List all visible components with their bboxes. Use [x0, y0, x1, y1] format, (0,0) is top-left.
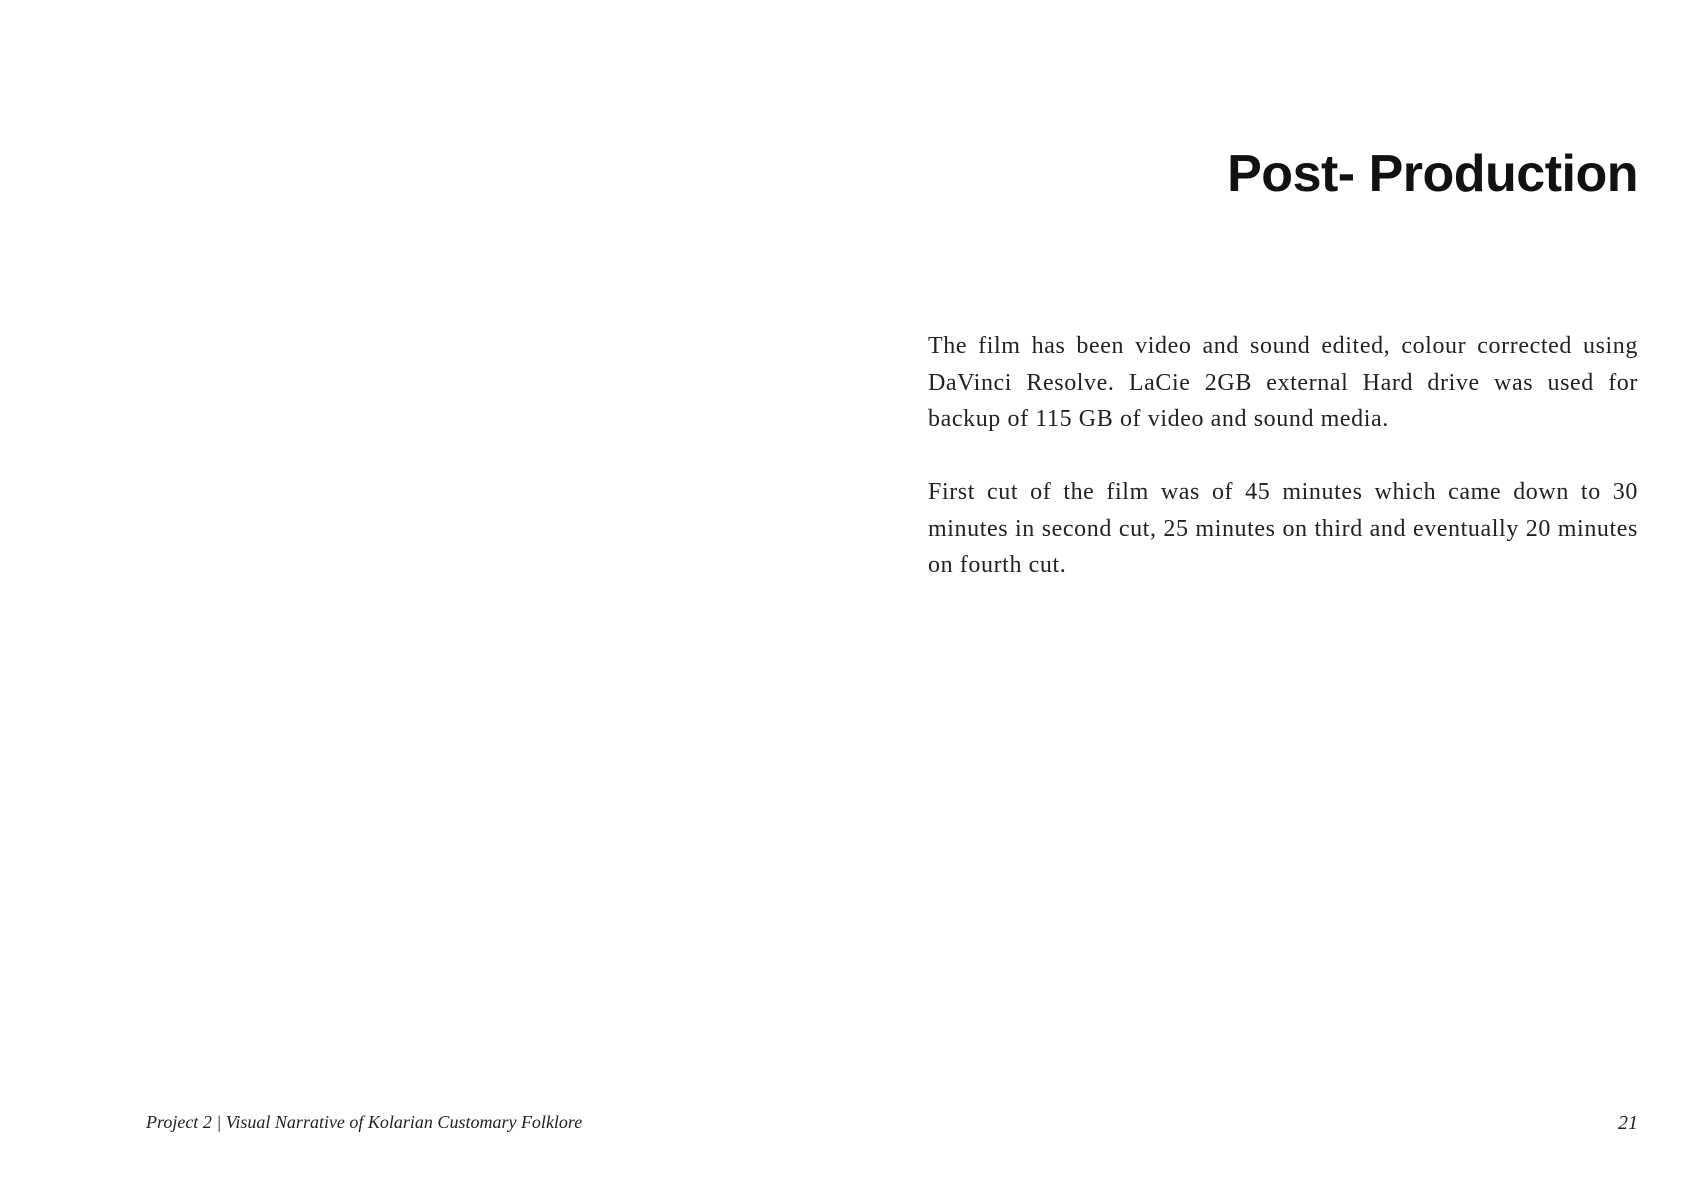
paragraph-cut-durations: First cut of the film was of 45 minutes which came down to 30 minutes in second cut, 25 minutes on third and eventually 20 minutes on fourth cut.	[928, 479, 1638, 578]
page-number: 21	[1618, 1112, 1638, 1134]
paragraph-post-production-tools: The film has been video and sound edited, colour corrected using DaVinci Resolve. LaCie 2GB external Hard drive was used for backup of 115 GB of video and sound media.	[928, 333, 1638, 432]
footer-project-label: Project 2 | Visual Narrative of Kolarian Customary Folklore	[146, 1112, 583, 1132]
page-title: Post- Production	[1227, 145, 1638, 203]
body-text	[928, 328, 1638, 620]
